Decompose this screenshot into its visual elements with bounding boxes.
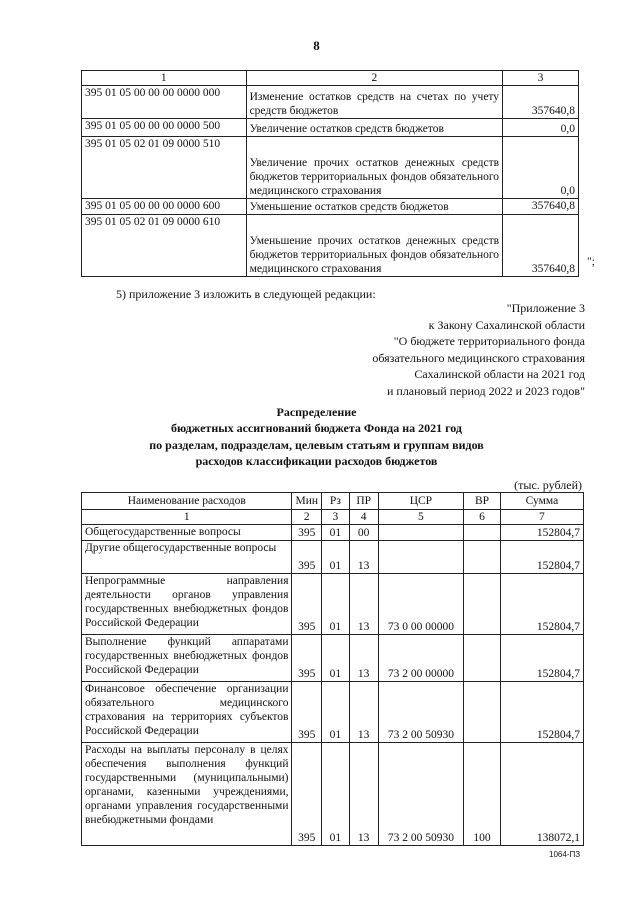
- item-5-text: 5) приложение 3 изложить в следующей редакции:: [116, 287, 376, 301]
- sum-cell: 152804,7: [500, 541, 583, 574]
- pr-cell: 13: [349, 541, 378, 574]
- row-value: 357640,8: [503, 199, 579, 215]
- sources-table: [81, 70, 579, 277]
- appendix-line: "О бюджете территориального фонда: [393, 334, 585, 349]
- appendix-line: обязательного медицинского страхования: [372, 350, 585, 365]
- row-value: 0,0: [503, 137, 579, 199]
- sum-cell: 152804,7: [500, 525, 583, 541]
- allocation-table: [81, 492, 584, 846]
- min-cell: 395: [292, 525, 322, 541]
- column-header: ПР: [349, 493, 378, 510]
- rz-cell: 01: [322, 635, 350, 682]
- rz-cell: 01: [322, 682, 350, 743]
- expense-name: Общегосударственные вопросы: [82, 525, 292, 541]
- table-row: [82, 199, 579, 215]
- min-cell: 395: [292, 541, 322, 574]
- heading-line: бюджетных ассигнований бюджета Фонда на 2021 год: [171, 421, 462, 436]
- table-row: [82, 119, 579, 137]
- sum-cell: 152804,7: [500, 635, 583, 682]
- units-label: (тыс. рублей): [514, 478, 582, 492]
- pr-cell: 13: [349, 743, 378, 846]
- sources-table-header-row: [82, 71, 579, 86]
- pr-cell: 13: [349, 682, 378, 743]
- column-number: 2: [292, 510, 322, 525]
- sum-cell: 138072,1: [500, 743, 583, 846]
- column-header: Сумма: [500, 493, 583, 510]
- table-row: [82, 574, 584, 635]
- table-row: [82, 525, 584, 541]
- column-number: 4: [349, 510, 378, 525]
- row-value: 357640,8: [503, 86, 579, 119]
- appendix-header: [372, 300, 585, 399]
- row-name: Увеличение прочих остатков денежных средств бюджетов территориальных фондов обязательного медицинского страхования: [246, 137, 502, 199]
- allocation-table-header-row: [82, 493, 584, 510]
- vr-cell: [464, 541, 501, 574]
- row-value: 357640,8: [503, 215, 579, 277]
- expense-name: Расходы на выплаты персоналу в целях обеспечения выполнения функций государственными (муниципальными) органами, казенными учреждениями, органами управления государственными внебюджетными фондами: [82, 743, 292, 846]
- csr-cell: 73 2 00 00000: [378, 635, 464, 682]
- column-number: 1: [82, 510, 292, 525]
- heading-line: по разделам, подразделам, целевым статьям и группам видов: [149, 437, 484, 452]
- column-number: 2: [246, 71, 502, 86]
- table-row: [82, 682, 584, 743]
- column-number: 5: [378, 510, 464, 525]
- heading-line: расходов классификации расходов бюджетов: [195, 453, 438, 468]
- row-name: Уменьшение прочих остатков денежных средств бюджетов территориальных фондов обязательного медицинского страхования: [246, 215, 502, 277]
- vr-cell: [464, 682, 501, 743]
- pr-cell: 13: [349, 574, 378, 635]
- vr-cell: [464, 525, 501, 541]
- column-number: 6: [464, 510, 501, 525]
- column-number: 1: [82, 71, 247, 86]
- expense-name: Выполнение функций аппаратами государственных внебюджетных фондов Российской Федерации: [82, 635, 292, 682]
- expense-name: Непрограммные направления деятельности органов управления государственных внебюджетных фондов Российской Федерации: [82, 574, 292, 635]
- table-row: [82, 635, 584, 682]
- column-header: Мин: [292, 493, 322, 510]
- table-row: [82, 86, 579, 119]
- appendix-line: и плановый период 2022 и 2023 годов": [386, 383, 585, 398]
- min-cell: 395: [292, 743, 322, 846]
- row-name: Увеличение остатков средств бюджетов: [246, 119, 502, 137]
- csr-cell: 73 2 00 50930: [378, 682, 464, 743]
- budget-code: 395 01 05 02 01 09 0000 610: [82, 215, 247, 277]
- expense-name: Финансовое обеспечение организации обязательного медицинского страхования на территориях субъектов Российской Федерации: [82, 682, 292, 743]
- vr-cell: [464, 635, 501, 682]
- column-number-row: [82, 510, 584, 525]
- table-row: [82, 215, 579, 277]
- heading-line: Распределение: [276, 405, 357, 419]
- rz-cell: 01: [322, 574, 350, 635]
- table-row: [82, 137, 579, 199]
- expense-name: Другие общегосударственные вопросы: [82, 541, 292, 574]
- vr-cell: 100: [464, 743, 501, 846]
- document-code: 1064-ПЗ: [549, 850, 581, 859]
- budget-code: 395 01 05 00 00 00 0000 000: [82, 86, 247, 119]
- rz-cell: 01: [322, 743, 350, 846]
- csr-cell: 73 2 00 50930: [378, 743, 464, 846]
- vr-cell: [464, 574, 501, 635]
- min-cell: 395: [292, 682, 322, 743]
- sum-cell: 152804,7: [500, 682, 583, 743]
- sum-cell: 152804,7: [500, 574, 583, 635]
- csr-cell: [378, 525, 464, 541]
- section-heading: [0, 404, 633, 469]
- column-header: Рз: [322, 493, 350, 510]
- closing-quote-mark: ";: [587, 256, 595, 268]
- pr-cell: 00: [349, 525, 378, 541]
- column-header: ЦСР: [378, 493, 464, 510]
- budget-code: 395 01 05 00 00 00 0000 500: [82, 119, 247, 137]
- min-cell: 395: [292, 635, 322, 682]
- table-row: [82, 743, 584, 846]
- pr-cell: 13: [349, 635, 378, 682]
- appendix-line: "Приложение 3: [506, 301, 585, 315]
- page-number: 8: [313, 38, 320, 53]
- row-value: 0,0: [503, 119, 579, 137]
- column-number: 3: [503, 71, 579, 86]
- table-row: [82, 541, 584, 574]
- column-number: 3: [322, 510, 350, 525]
- csr-cell: [378, 541, 464, 574]
- min-cell: 395: [292, 574, 322, 635]
- rz-cell: 01: [322, 525, 350, 541]
- budget-code: 395 01 05 00 00 00 0000 600: [82, 199, 247, 215]
- budget-code: 395 01 05 02 01 09 0000 510: [82, 137, 247, 199]
- row-name: Изменение остатков средств на счетах по учету средств бюджетов: [246, 86, 502, 119]
- column-header: Наименование расходов: [82, 493, 292, 510]
- appendix-line: к Закону Сахалинской области: [428, 317, 585, 332]
- column-header: ВР: [464, 493, 501, 510]
- column-number: 7: [500, 510, 583, 525]
- rz-cell: 01: [322, 541, 350, 574]
- appendix-line: Сахалинской области на 2021 год: [414, 367, 585, 382]
- csr-cell: 73 0 00 00000: [378, 574, 464, 635]
- row-name: Уменьшение остатков средств бюджетов: [246, 199, 502, 215]
